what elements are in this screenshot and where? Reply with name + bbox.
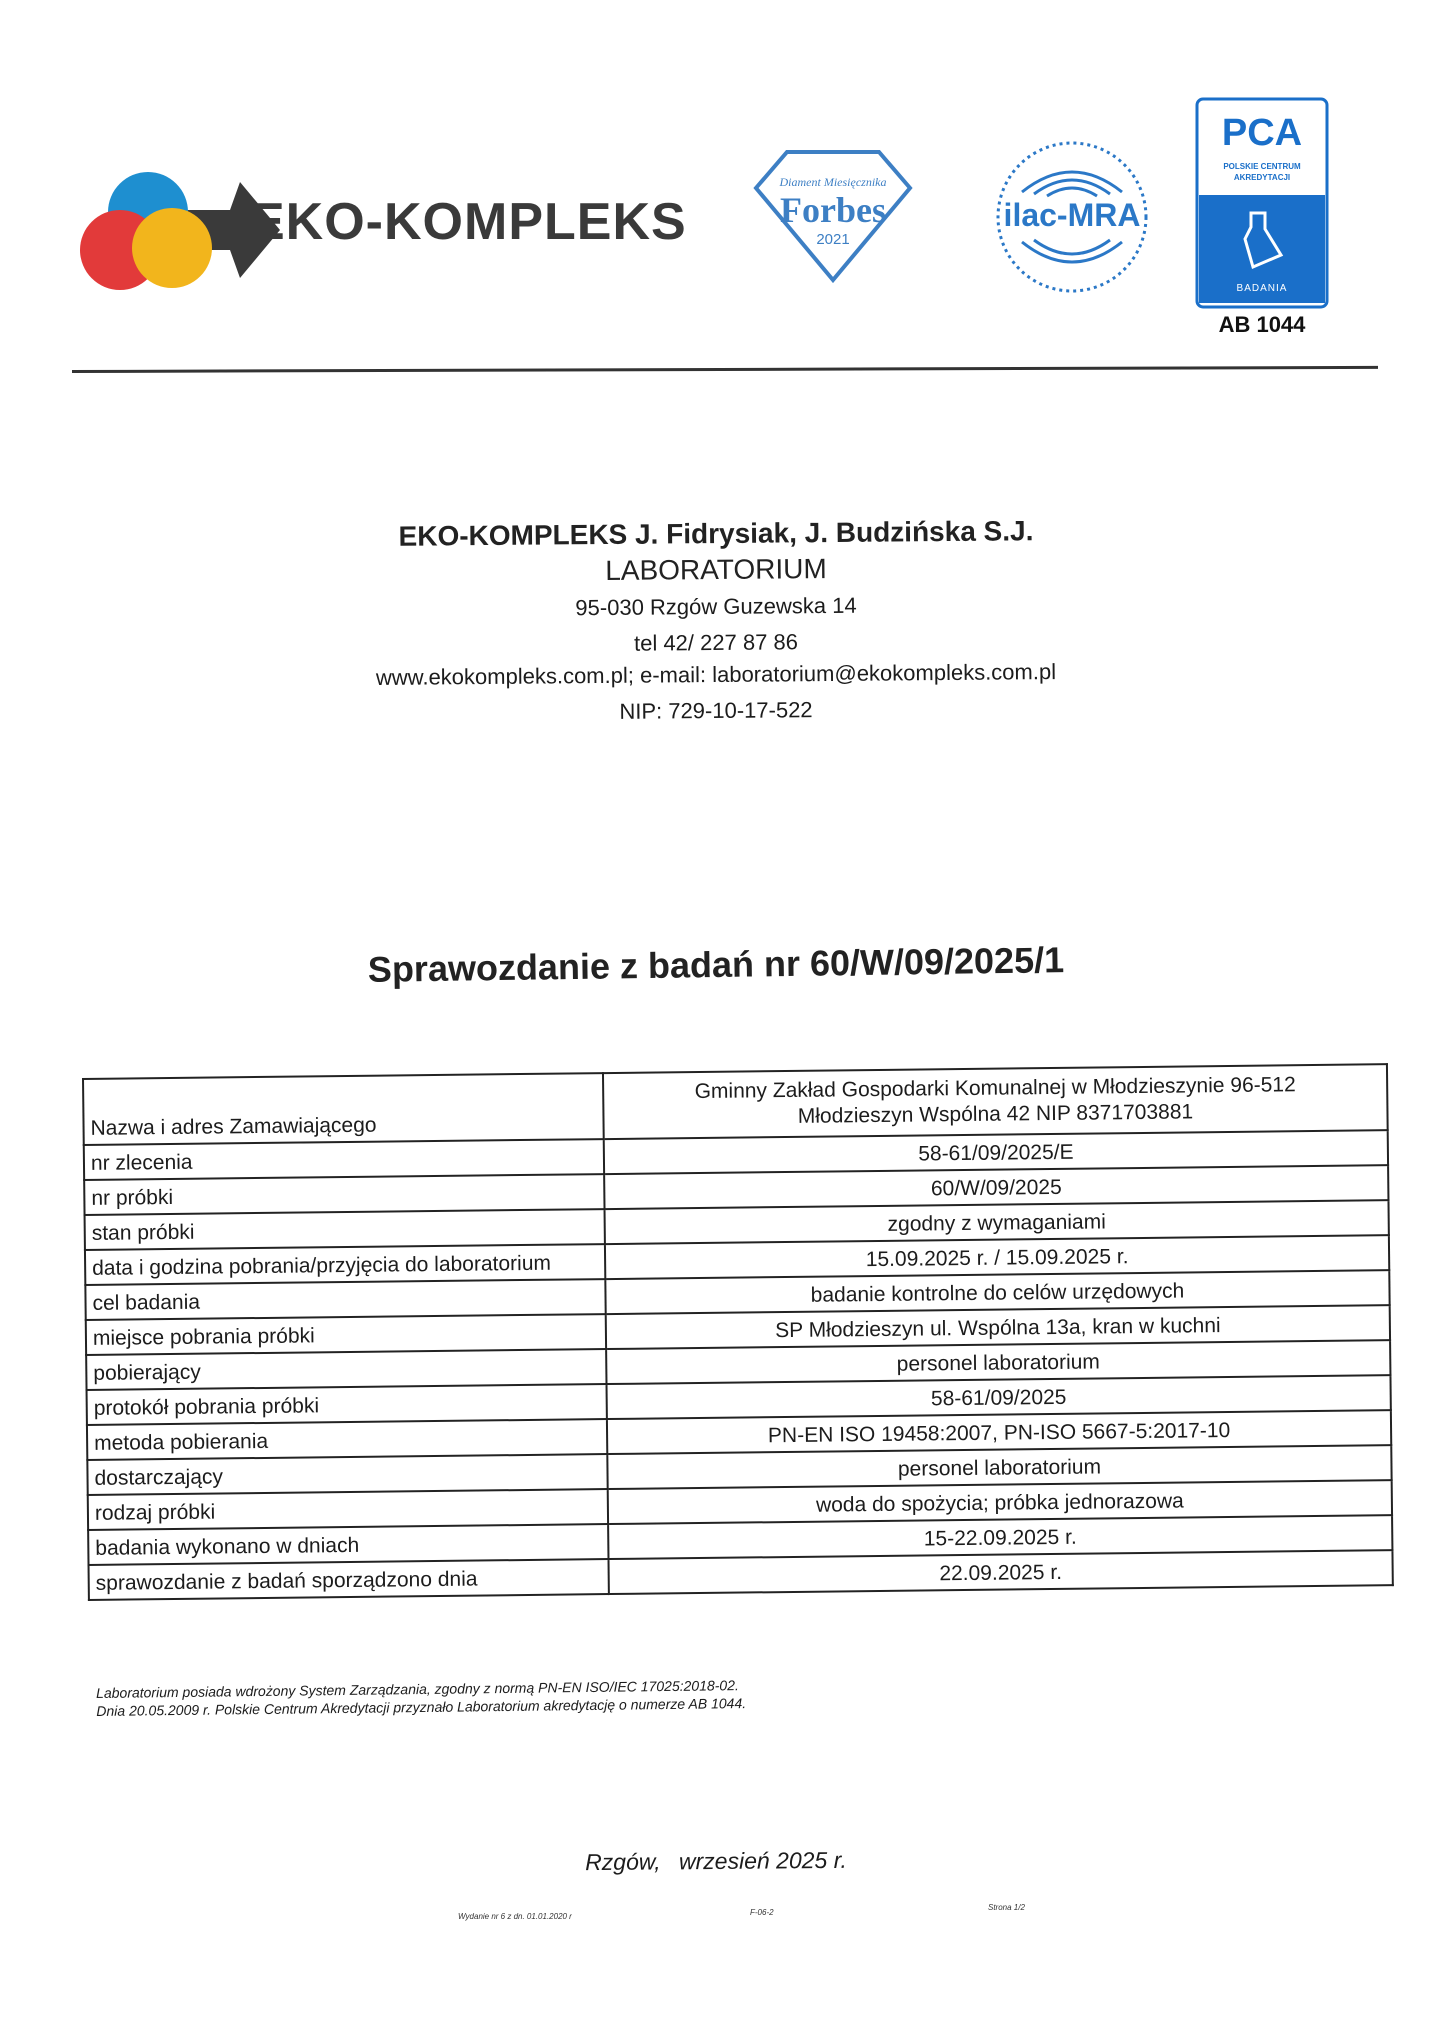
row-value: woda do spożycia; próbka jednorazowa bbox=[608, 1480, 1392, 1524]
company-nip: NIP: 729-10-17-522 bbox=[619, 697, 813, 724]
pca-accreditation-badge bbox=[1195, 97, 1329, 309]
row-value: personel laboratorium bbox=[606, 1340, 1390, 1384]
form-code: F-06-2 bbox=[750, 1908, 774, 1917]
accreditation-footnote bbox=[96, 1672, 1096, 1720]
forbes-line3: 2021 bbox=[816, 231, 850, 248]
footnote-line2: Dnia 20.05.2009 r. Polskie Centrum Akredytacji przyznało Laboratorium akredytację o numerze AB 1044. bbox=[96, 1695, 747, 1719]
row-label: miejsce pobrania próbki bbox=[86, 1314, 606, 1355]
header-divider bbox=[72, 366, 1378, 373]
row-label: metoda pobierania bbox=[87, 1419, 607, 1460]
pca-subtitle-1: POLSKIE CENTRUM bbox=[1223, 162, 1301, 171]
row-label: stan próbki bbox=[85, 1209, 605, 1250]
row-label: dostarczający bbox=[87, 1454, 607, 1495]
row-label: nr zlecenia bbox=[84, 1139, 604, 1180]
report-title: Sprawozdanie z badań nr 60/W/09/2025/1 bbox=[367, 939, 1065, 990]
forbes-line1: Diament Miesięcznika bbox=[779, 175, 887, 189]
row-value: 58-61/09/2025 bbox=[607, 1375, 1391, 1419]
forbes-diamond-badge bbox=[752, 146, 914, 286]
report-info-table bbox=[82, 1063, 1394, 1601]
row-value-line1: Gminny Zakład Gospodarki Komunalnej w Młodzieszynie 96-512 bbox=[694, 1073, 1296, 1104]
company-address: 95-030 Rzgów Guzewska 14 bbox=[575, 592, 857, 621]
edition-note: Wydanie nr 6 z dn. 01.01.2020 r bbox=[458, 1912, 572, 1921]
pca-subtitle-2: AKREDYTACJI bbox=[1233, 173, 1291, 182]
row-value: personel laboratorium bbox=[607, 1445, 1391, 1489]
row-label: rodzaj próbki bbox=[88, 1489, 608, 1530]
row-value bbox=[603, 1064, 1388, 1139]
date: wrzesień 2025 r. bbox=[678, 1846, 847, 1875]
row-label: pobierający bbox=[86, 1349, 606, 1390]
department-name: LABORATORIUM bbox=[605, 553, 827, 586]
company-web-email: www.ekokompleks.com.pl; e-mail: laboratorium@ekokompleks.com.pl bbox=[375, 659, 1057, 690]
pca-accreditation-number: AB 1044 bbox=[1218, 312, 1306, 337]
place-and-date bbox=[0, 1842, 1432, 1881]
row-value: PN-EN ISO 19458:2007, PN-ISO 5667-5:2017-10 bbox=[607, 1410, 1391, 1454]
row-value: SP Młodzieszyn ul. Wspólna 13a, kran w kuchni bbox=[606, 1305, 1390, 1349]
row-label: nr próbki bbox=[84, 1174, 604, 1215]
row-label: cel badania bbox=[85, 1279, 605, 1320]
ilac-text: ilac-MRA bbox=[1003, 197, 1141, 233]
company-name: EKO-KOMPLEKS J. Fidrysiak, J. Budzińska S.J. bbox=[398, 515, 1034, 552]
forbes-line2: Forbes bbox=[780, 190, 886, 230]
row-label: protokół pobrania próbki bbox=[87, 1384, 607, 1425]
row-value-line2: Młodzieszyn Wspólna 42 NIP 8371703881 bbox=[797, 1100, 1194, 1128]
row-value: 15.09.2025 r. / 15.09.2025 r. bbox=[605, 1235, 1389, 1279]
row-value: badanie kontrolne do celów urzędowych bbox=[605, 1270, 1389, 1314]
row-value: 58-61/09/2025/E bbox=[604, 1130, 1388, 1174]
row-label: sprawozdanie z badań sporządzono dnia bbox=[89, 1559, 609, 1600]
row-label: badania wykonano w dniach bbox=[88, 1524, 608, 1565]
pca-logo-text: PCA bbox=[1221, 112, 1303, 154]
row-value: 15-22.09.2025 r. bbox=[608, 1515, 1392, 1559]
company-phone: tel 42/ 227 87 86 bbox=[633, 629, 799, 656]
pca-section: BADANIA bbox=[1236, 283, 1288, 294]
footnote-line1: Laboratorium posiada wdrożony System Zarządzania, zgodny z normą PN-EN ISO/IEC 17025:2018-02. bbox=[96, 1677, 739, 1701]
place: Rzgów, bbox=[585, 1848, 661, 1876]
row-label: data i godzina pobrania/przyjęcia do laboratorium bbox=[85, 1244, 605, 1285]
row-value: zgodny z wymaganiami bbox=[605, 1200, 1389, 1244]
page-number: Strona 1/2 bbox=[988, 1903, 1025, 1912]
row-value: 60/W/09/2025 bbox=[604, 1165, 1388, 1209]
ilac-mra-badge bbox=[992, 132, 1152, 302]
row-value: 22.09.2025 r. bbox=[608, 1550, 1392, 1594]
brand-name: EKO-KOMPLEKS bbox=[250, 193, 687, 251]
row-label: Nazwa i adres Zamawiającego bbox=[83, 1073, 604, 1145]
